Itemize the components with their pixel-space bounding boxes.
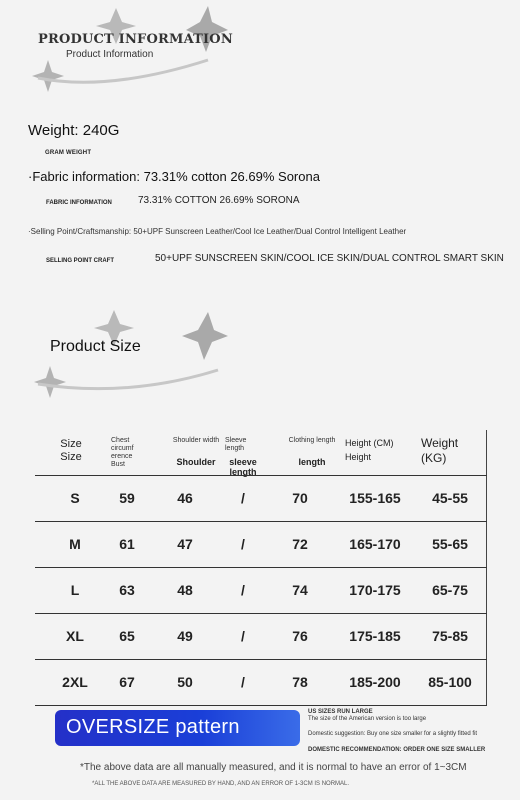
- header-length-top: Clothing length: [288, 437, 336, 444]
- oversize-note-us-sizes: US SIZES RUN LARGE: [308, 709, 373, 715]
- cell-height: 185-200: [349, 674, 401, 690]
- cell-weight: 55-65: [432, 536, 468, 552]
- fabric-en-label: FABRIC INFORMATION: [46, 200, 112, 206]
- sparkle-star-icon: [34, 366, 66, 398]
- header-weight: [421, 436, 471, 466]
- section-title-product-size: Product Size: [50, 338, 141, 355]
- oversize-note-domestic-recommendation: DOMESTIC RECOMMENDATION: ORDER ONE SIZE SMALLER: [308, 747, 486, 753]
- oversize-label: OVERSIZE pattern: [66, 716, 240, 738]
- cell-size: M: [69, 536, 81, 552]
- cell-sleeve: /: [241, 674, 245, 690]
- header-size-top: Size: [60, 438, 82, 450]
- size-table: [35, 430, 487, 706]
- sparkle-star-icon: [182, 312, 228, 360]
- sparkle-star-icon: [32, 60, 64, 92]
- header-shoulder-top: Shoulder width: [172, 437, 220, 444]
- cell-length: 78: [292, 674, 308, 690]
- cell-weight: 75-85: [432, 628, 468, 644]
- cell-sleeve: /: [241, 628, 245, 644]
- header-chest: [111, 437, 145, 469]
- oversize-note-american-version: The size of the American version is too large: [308, 716, 427, 722]
- selling-point-en-value: 50+UPF SUNSCREEN SKIN/COOL ICE SKIN/DUAL CONTROL SMART SKIN: [155, 253, 504, 264]
- cell-height: 170-175: [349, 582, 401, 598]
- cell-length: 76: [292, 628, 308, 644]
- cell-sleeve: /: [241, 536, 245, 552]
- cell-sleeve: /: [241, 582, 245, 598]
- orbit-swoosh-icon: [38, 60, 208, 82]
- weight-en-label: GRAM WEIGHT: [45, 150, 92, 156]
- cell-length: 72: [292, 536, 308, 552]
- cell-bust: 67: [119, 674, 135, 690]
- cell-weight: 65-75: [432, 582, 468, 598]
- cell-shoulder: 47: [177, 536, 193, 552]
- header-height-bottom: Height: [345, 452, 372, 462]
- cell-length: 70: [292, 490, 308, 506]
- cell-length: 74: [292, 582, 308, 598]
- cell-height: 175-185: [349, 628, 401, 644]
- header-sleeve-top: Sleeve length: [225, 437, 247, 452]
- oversize-note-domestic-suggestion: Domestic suggestion: Buy one size smaller for a slightly fitted fit: [308, 731, 478, 737]
- header-chest-bottom: Bust: [111, 461, 126, 468]
- table-row: [35, 659, 487, 706]
- header-sleeve: [215, 437, 271, 477]
- header-weight-top: Weight: [421, 436, 459, 450]
- cell-size: 2XL: [62, 674, 88, 690]
- footer-note-caps: *ALL THE ABOVE DATA ARE MEASURED BY HAND, AND AN ERROR OF 1-3CM IS NORMAL.: [92, 781, 350, 787]
- cell-shoulder: 49: [177, 628, 193, 644]
- orbit-swoosh-icon: [38, 370, 218, 389]
- cell-bust: 63: [119, 582, 135, 598]
- cell-height: 155-165: [349, 490, 401, 506]
- table-row: [35, 567, 487, 613]
- fabric-text: ·Fabric information: 73.31% cotton 26.69% Sorona: [28, 169, 320, 184]
- cell-height: 165-170: [349, 536, 401, 552]
- header-height-top: Height (CM): [345, 438, 394, 448]
- cell-weight: 45-55: [432, 490, 468, 506]
- selling-point-en-label: SELLING POINT CRAFT: [46, 258, 114, 264]
- cell-size: S: [70, 490, 80, 506]
- page-subtitle: Product Information: [66, 49, 154, 60]
- cell-weight: 85-100: [428, 674, 472, 690]
- fabric-en-value: 73.31% COTTON 26.69% SORONA: [138, 195, 300, 206]
- header-length-bottom: length: [298, 457, 326, 467]
- table-row: [35, 475, 487, 521]
- header-size-bottom: Size: [60, 451, 82, 463]
- cell-bust: 61: [119, 536, 135, 552]
- selling-point-text: ·Selling Point/Craftsmanship: 50+UPF Sunscreen Leather/Cool Ice Leather/Dual Control Intelligent Leather: [28, 227, 407, 236]
- header-size: [47, 438, 95, 464]
- header-height: [345, 436, 407, 464]
- header-chest-top: Chest circumf erence: [111, 437, 134, 460]
- cell-bust: 65: [119, 628, 135, 644]
- header-length: [281, 437, 343, 467]
- table-row: [35, 521, 487, 567]
- page-title: PRODUCT INFORMATION: [38, 32, 233, 47]
- cell-shoulder: 46: [177, 490, 193, 506]
- cell-bust: 59: [119, 490, 135, 506]
- header-weight-bottom: (KG): [421, 451, 447, 465]
- cell-shoulder: 50: [177, 674, 193, 690]
- footer-note: *The above data are all manually measured, and it is normal to have an error of 1~3CM: [80, 762, 467, 773]
- header-sleeve-bottom: sleeve length: [229, 457, 257, 477]
- cell-shoulder: 48: [177, 582, 193, 598]
- cell-size: XL: [66, 628, 84, 644]
- table-header-row: [35, 430, 487, 475]
- table-row: [35, 613, 487, 659]
- cell-size: L: [70, 582, 80, 598]
- header-shoulder-bottom: Shoulder: [176, 457, 216, 467]
- cell-sleeve: /: [241, 490, 245, 506]
- weight-text: Weight: 240G: [28, 122, 120, 139]
